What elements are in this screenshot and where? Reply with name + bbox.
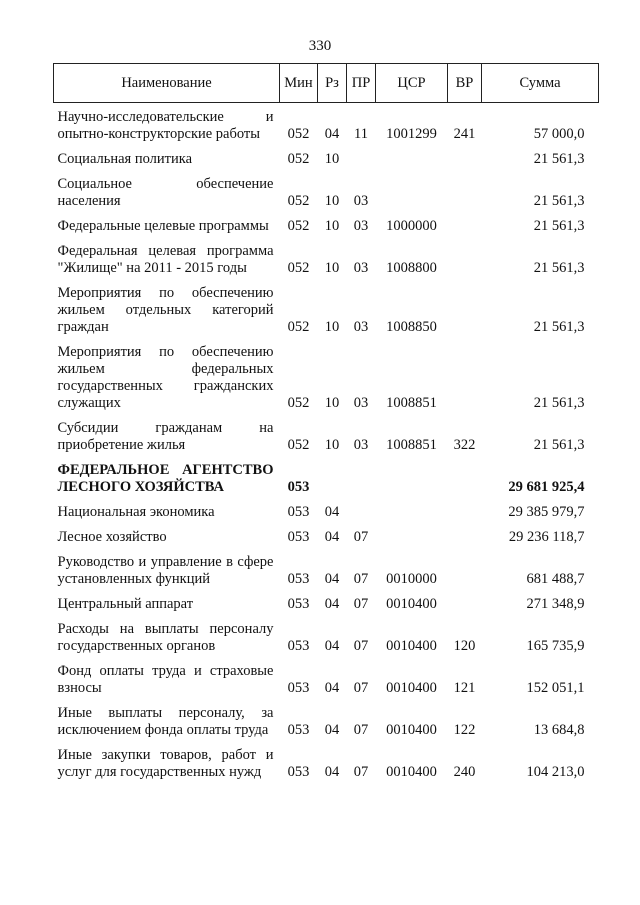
- cell-pr: 03: [353, 193, 369, 209]
- table-header-row: [54, 64, 599, 103]
- cell-name: Центральный аппарат: [57, 596, 194, 612]
- cell-sum: 165 735,9: [526, 638, 585, 654]
- cell-sum: 104 213,0: [526, 764, 585, 780]
- cell-name: Национальная экономика: [57, 504, 215, 520]
- table-row: [54, 212, 599, 237]
- table-row: [54, 741, 599, 783]
- column-header-sum: Сумма: [482, 64, 599, 103]
- cell-vr: [448, 279, 482, 338]
- cell-sum: 152 051,1: [526, 680, 585, 696]
- cell-vr: [448, 237, 482, 279]
- cell-csr: 1008851: [386, 395, 437, 411]
- cell-vr: [448, 145, 482, 170]
- cell-pr: 07: [353, 571, 369, 587]
- cell-csr: 0010400: [386, 764, 437, 780]
- cell-name: Иные выплаты персоналу, за исключением фонда оплаты труда: [57, 705, 274, 738]
- cell-vr: 120: [453, 638, 476, 654]
- cell-csr: 0010400: [386, 596, 437, 612]
- cell-csr: [376, 170, 448, 212]
- cell-csr: 0010400: [386, 638, 437, 654]
- cell-pr: 03: [353, 260, 369, 276]
- cell-vr: [448, 338, 482, 414]
- cell-min: 053: [287, 529, 310, 545]
- cell-rz: 04: [324, 571, 340, 587]
- cell-name: Научно-исследовательские и опытно-конструкторские работы: [57, 109, 274, 142]
- cell-min: 053: [287, 479, 310, 495]
- cell-pr: 07: [353, 529, 369, 545]
- table-row: [54, 657, 599, 699]
- cell-min: 052: [287, 319, 310, 335]
- cell-pr: [347, 145, 376, 170]
- cell-rz: 10: [324, 218, 340, 234]
- cell-pr: 07: [353, 722, 369, 738]
- column-header-pr: ПР: [347, 64, 376, 103]
- table-row: [54, 615, 599, 657]
- column-header-name: Наименование: [54, 64, 280, 103]
- cell-csr: 0010400: [386, 680, 437, 696]
- cell-name: Иные закупки товаров, работ и услуг для государственных нужд: [57, 747, 274, 780]
- page-number: 330: [308, 38, 332, 54]
- cell-min: 053: [287, 596, 310, 612]
- table-row: [54, 237, 599, 279]
- table-row: [54, 103, 599, 146]
- cell-sum: 21 561,3: [533, 395, 585, 411]
- cell-rz: 10: [324, 319, 340, 335]
- column-header-csr: ЦСР: [376, 64, 448, 103]
- cell-csr: [376, 523, 448, 548]
- table-row: [54, 279, 599, 338]
- cell-min: 053: [287, 680, 310, 696]
- cell-csr: 1001299: [386, 126, 437, 142]
- cell-rz: 04: [324, 722, 340, 738]
- cell-name: Руководство и управление в сфере установленных функций: [57, 554, 274, 587]
- cell-vr: [448, 590, 482, 615]
- cell-csr: 1008850: [386, 319, 437, 335]
- cell-name: Субсидии гражданам на приобретение жилья: [57, 420, 274, 453]
- budget-table: [53, 63, 599, 783]
- cell-sum: 21 561,3: [533, 218, 585, 234]
- table-row: [54, 590, 599, 615]
- cell-name: Мероприятия по обеспечению жильем отдельных категорий граждан: [57, 285, 274, 335]
- cell-vr: 240: [453, 764, 476, 780]
- cell-sum: 681 488,7: [526, 571, 585, 587]
- cell-vr: [448, 170, 482, 212]
- cell-vr: 322: [453, 437, 476, 453]
- cell-pr: 03: [353, 218, 369, 234]
- table-row: [54, 170, 599, 212]
- cell-pr: 07: [353, 764, 369, 780]
- cell-sum: 21 561,3: [533, 260, 585, 276]
- cell-min: 053: [287, 504, 310, 520]
- cell-rz: 04: [324, 680, 340, 696]
- cell-sum: 21 561,3: [533, 437, 585, 453]
- cell-vr: [448, 498, 482, 523]
- table-row: [54, 414, 599, 456]
- cell-rz: 04: [324, 126, 340, 142]
- cell-csr: [376, 145, 448, 170]
- cell-min: 052: [287, 218, 310, 234]
- cell-pr: 03: [353, 319, 369, 335]
- cell-rz: 10: [324, 151, 340, 167]
- cell-vr: 122: [453, 722, 476, 738]
- cell-csr: 1008800: [386, 260, 437, 276]
- cell-vr: [448, 548, 482, 590]
- cell-rz: 04: [324, 504, 340, 520]
- cell-pr: [347, 456, 376, 498]
- cell-sum: 271 348,9: [526, 596, 585, 612]
- cell-csr: 0010400: [386, 722, 437, 738]
- cell-min: 053: [287, 638, 310, 654]
- table-body: [54, 103, 599, 784]
- cell-vr: 241: [453, 126, 476, 142]
- cell-csr: [376, 498, 448, 523]
- table-row: [54, 523, 599, 548]
- cell-pr: 11: [354, 126, 368, 142]
- cell-rz: 04: [324, 764, 340, 780]
- table-row: [54, 548, 599, 590]
- cell-vr: [448, 456, 482, 498]
- table-row: [54, 699, 599, 741]
- column-header-rz: Рз: [318, 64, 347, 103]
- cell-min: 053: [287, 722, 310, 738]
- cell-min: 052: [287, 260, 310, 276]
- cell-pr: 03: [353, 395, 369, 411]
- cell-rz: 04: [324, 638, 340, 654]
- cell-name: ФЕДЕРАЛЬНОЕ АГЕНТСТВО ЛЕСНОГО ХОЗЯЙСТВА: [57, 462, 274, 495]
- cell-rz: [318, 456, 347, 498]
- cell-sum: 21 561,3: [533, 151, 585, 167]
- cell-csr: [376, 456, 448, 498]
- cell-pr: 07: [353, 680, 369, 696]
- cell-csr: 0010000: [386, 571, 437, 587]
- cell-rz: 10: [324, 395, 340, 411]
- cell-sum: 21 561,3: [533, 193, 585, 209]
- cell-sum: 29 681 925,4: [508, 479, 585, 495]
- table-row: [54, 145, 599, 170]
- cell-name: Мероприятия по обеспечению жильем федеральных государственных гражданских служащих: [57, 344, 274, 411]
- cell-csr: 1000000: [386, 218, 437, 234]
- cell-name: Социальная политика: [57, 151, 193, 167]
- cell-sum: 13 684,8: [533, 722, 585, 738]
- column-header-min: Мин: [280, 64, 318, 103]
- cell-min: 053: [287, 571, 310, 587]
- cell-rz: 10: [324, 260, 340, 276]
- cell-pr: 07: [353, 596, 369, 612]
- cell-min: 052: [287, 151, 310, 167]
- cell-vr: 121: [453, 680, 476, 696]
- table-row: [54, 338, 599, 414]
- cell-pr: 03: [353, 437, 369, 453]
- cell-pr: [347, 498, 376, 523]
- cell-vr: [448, 523, 482, 548]
- cell-min: 052: [287, 437, 310, 453]
- cell-min: 052: [287, 126, 310, 142]
- cell-min: 052: [287, 395, 310, 411]
- table-row: [54, 498, 599, 523]
- cell-name: Лесное хозяйство: [57, 529, 167, 545]
- cell-name: Федеральная целевая программа "Жилище" на 2011 - 2015 годы: [57, 243, 274, 276]
- cell-rz: 04: [324, 596, 340, 612]
- cell-vr: [448, 212, 482, 237]
- cell-min: 052: [287, 193, 310, 209]
- cell-rz: 04: [324, 529, 340, 545]
- cell-pr: 07: [353, 638, 369, 654]
- cell-name: Федеральные целевые программы: [57, 218, 269, 234]
- table-row: [54, 456, 599, 498]
- cell-sum: 57 000,0: [533, 126, 585, 142]
- cell-sum: 29 385 979,7: [508, 504, 585, 520]
- cell-csr: 1008851: [386, 437, 437, 453]
- cell-sum: 21 561,3: [533, 319, 585, 335]
- cell-sum: 29 236 118,7: [508, 529, 585, 545]
- cell-rz: 10: [324, 193, 340, 209]
- cell-name: Фонд оплаты труда и страховые взносы: [57, 663, 274, 696]
- column-header-vr: ВР: [448, 64, 482, 103]
- cell-rz: 10: [324, 437, 340, 453]
- cell-name: Социальное обеспечение населения: [57, 176, 274, 209]
- cell-name: Расходы на выплаты персоналу государственных органов: [57, 621, 274, 654]
- cell-min: 053: [287, 764, 310, 780]
